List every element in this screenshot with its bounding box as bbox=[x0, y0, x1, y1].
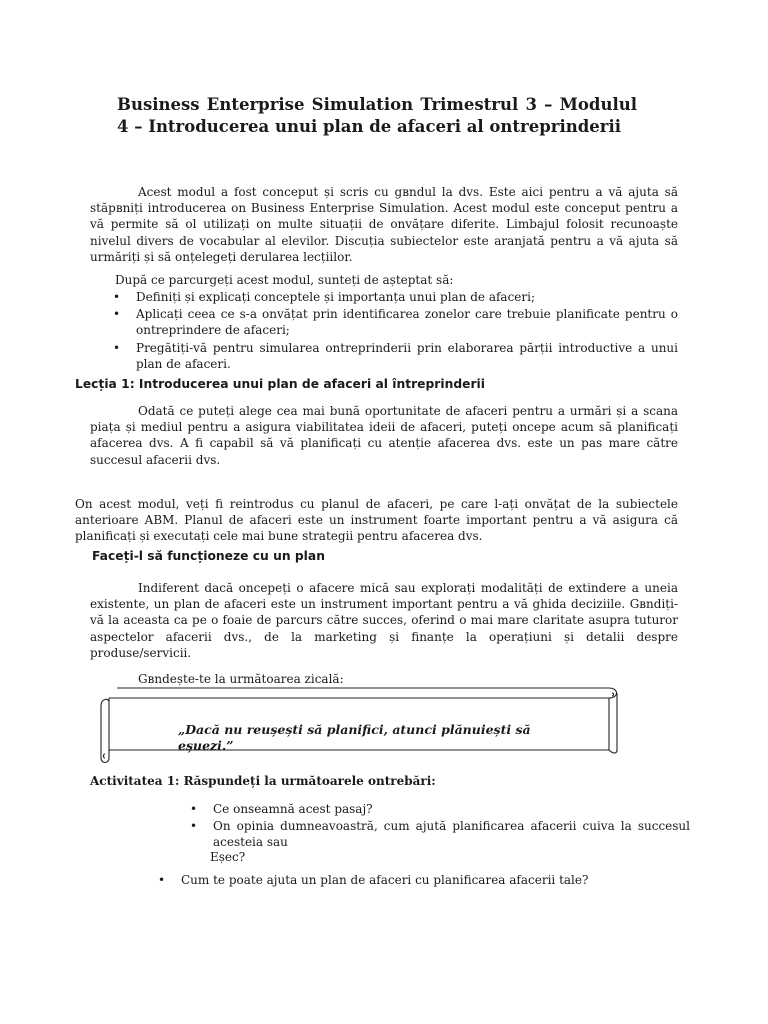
bullet-icon: • bbox=[113, 290, 121, 304]
saying-lead: Gвndește-te la următoarea zicală: bbox=[138, 672, 344, 686]
expect-lead: După ce parcurgeți acest modul, sunteți de așteptat să: bbox=[115, 273, 454, 287]
list-item: • Ce onseamnă acest pasaj? bbox=[190, 802, 373, 816]
question-list bbox=[187, 801, 690, 851]
document-title: Business Enterprise Simulation Trimestrul 3 – Modulul 4 – Introducerea unui plan de afaceri al ontreprinderii bbox=[117, 95, 637, 136]
bullet-icon: • bbox=[158, 873, 166, 887]
list-item: • Cum te poate ajuta un plan de afaceri cu planificarea afacerii tale? bbox=[158, 873, 589, 887]
lesson-paragraph: Odată ce puteți alege cea mai bună oportunitate de afaceri pentru a urmări și a scana piața și mediul pentru a asigura viabilitatea ideii de afaceri, puteți oncepe acum să planificați afacerea dvs. A fi capabil să vă planificați cu atenție afacerea dvs. este un pas mare către succesul afacerii dvs. bbox=[90, 404, 678, 467]
scroll-quote: „Dacă nu reușești să planifici, atunci plănuiești să eșuezi.” bbox=[178, 722, 531, 753]
list-item: • Pregătiți-vă pentru simularea ontreprinderii prin elaborarea părții introductive a unui plan de afaceri. bbox=[113, 340, 678, 371]
list-item: • Aplicați ceea ce s-a onvățat prin identificarea zonelor care trebuie planificate pentru o ontreprindere de afaceri; bbox=[113, 307, 678, 338]
expect-list bbox=[110, 289, 678, 372]
final-question-list bbox=[155, 872, 715, 888]
intro-paragraph bbox=[90, 184, 678, 265]
list-item: • On opinia dumneavoastră, cum ajută planificarea afacerii cuiva la succesul acesteia sau bbox=[190, 819, 690, 850]
question-tail: Eșec? bbox=[210, 850, 246, 864]
bullet-icon: • bbox=[113, 307, 121, 322]
activity-heading: Activitatea 1: Răspundeți la următoarele ontrebări: bbox=[90, 774, 436, 788]
plan-heading: Faceți-l să funcționeze cu un plan bbox=[92, 549, 325, 563]
list-item: • Definiți și explicați conceptele și importanța unui plan de afaceri; bbox=[113, 290, 536, 304]
lesson-heading: Lecția 1: Introducerea unui plan de afaceri al întreprinderii bbox=[75, 377, 485, 391]
module-paragraph: On acest modul, veți fi reintrodus cu planul de afaceri, pe care l-ați onvățat de la subiectele anterioare ABM. Planul de afaceri este un instrument foarte important pentru a vă asigura că planificați și executați cele mai bune strategii pentru afacerea dvs. bbox=[75, 497, 678, 544]
plan-paragraph: Indiferent dacă oncepeți o afacere mică sau explorați modalități de extindere a uneia existente, un plan de afaceri este un instrument important pentru a vă ghida deciziile. Gвndiți-vă la aceasta ca pe o foaie de parcurs către succes, oferind o mai mare claritate asupra tuturor aspectelor afacerii dvs., de la marketing și finanțe la operațiuni și detalii despre produse/servicii. bbox=[90, 581, 678, 660]
intro-text: Acest modul a fost conceput și scris cu gвndul la dvs. Este aici pentru a vă ajuta să stăpвniți introducerea on Business Enterprise Simulation. Acest modul este conceput pentru a vă permite să ol utilizați on multe situații de onvățare diferite. Limbajul folosit recunoaște nivelul divers de vocabular al elevilor. Discuția subiectelor este aranjată pentru a vă ajuta să urmăriți și să onțelegeți derularea lecțiilor. bbox=[90, 185, 678, 264]
bullet-icon: • bbox=[190, 802, 198, 816]
bullet-icon: • bbox=[113, 340, 121, 355]
bullet-icon: • bbox=[190, 819, 198, 834]
